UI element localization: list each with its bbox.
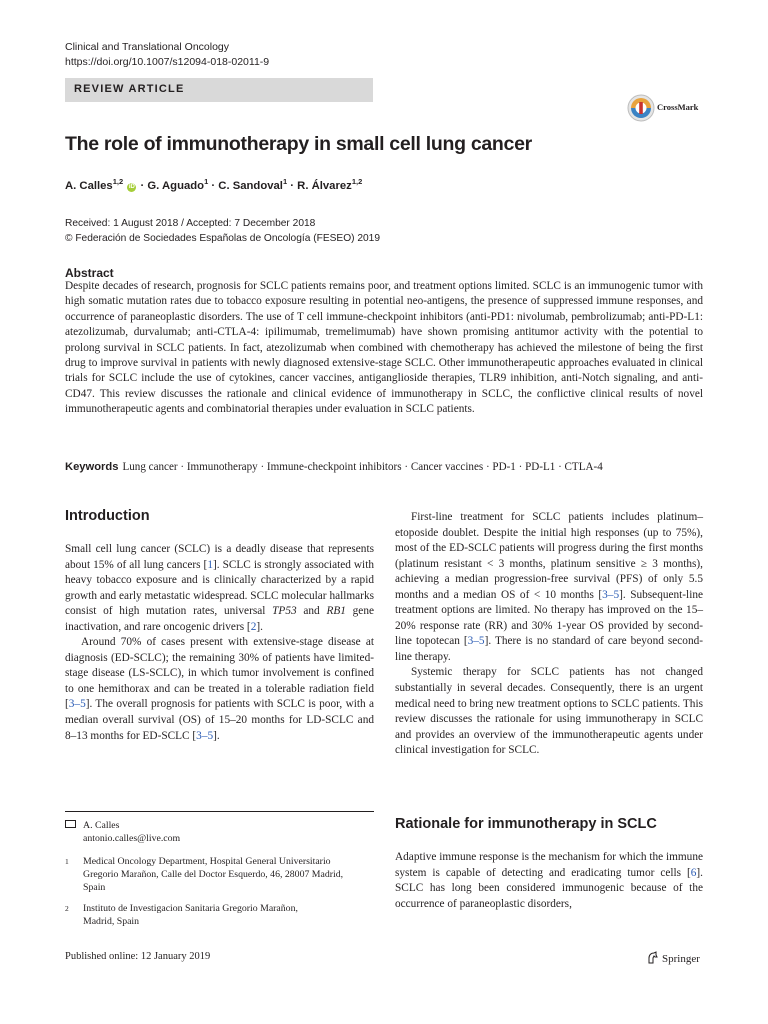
published-date: Published online: 12 January 2019 xyxy=(65,951,211,962)
footnote-divider xyxy=(65,811,374,812)
rationale-heading: Rationale for immunotherapy in SCLC xyxy=(395,816,657,832)
left-column-body xyxy=(65,542,374,744)
affiliation-text: Instituto de Investigacion Sanitaria Gregorio Marañon, Madrid, Spain xyxy=(83,903,298,928)
envelope-icon xyxy=(65,820,76,828)
doi-link[interactable]: https://doi.org/10.1007/s12094-018-02011-9 xyxy=(65,56,270,68)
intro-paragraph: Small cell lung cancer (SCLC) is a deadly disease that represents about 15% of all lung cancers [1]. SCLC is strongly associated with heavy tobacco exposure and is clinically characterized by a rapid growth and early metastatic widespread. SCLC molecular hallmarks consist of high mutation rates, universal TP53 and RB1 gene inactivation, and rare oncogenic drivers [2]. xyxy=(65,543,374,633)
correspondence-email[interactable]: antonio.calles@live.com xyxy=(83,833,181,845)
citation-link[interactable]: 3–5 xyxy=(68,698,86,711)
crossmark-badge[interactable] xyxy=(627,93,727,123)
gene-name: RB1 xyxy=(326,605,346,618)
publisher-mark xyxy=(646,951,700,965)
crossmark-icon xyxy=(627,94,655,122)
rationale-paragraph: Adaptive immune response is the mechanism for which the immune system is capable of detecting and eradicating tumor cells [6]. SCLC has long been considered immunogenic because of the occurrence of paraneoplastic disorders, xyxy=(395,851,703,910)
article-dates xyxy=(65,217,380,246)
affiliation-footnote xyxy=(65,855,374,895)
abstract-heading: Abstract xyxy=(65,266,114,280)
author-affiliation: 1 xyxy=(282,177,288,186)
publisher-name: Springer xyxy=(662,953,700,965)
author-name[interactable]: R. Álvarez xyxy=(297,179,352,192)
intro-paragraph: Systemic therapy for SCLC patients has not changed substantially in several decades. Consequently, there is an urgent medical need to bring new treatment options to SCLC patients. This review discusses the rationale for using immunotherapy in SCLC and provides an overview of the immunotherapeutic agents under clinical investigation for SCLC. xyxy=(395,666,703,757)
citation-link[interactable]: 3–5 xyxy=(196,729,214,742)
author-affiliation: 1,2 xyxy=(351,177,363,186)
keywords-list: Lung cancer · Immunotherapy · Immune-checkpoint inhibitors · Cancer vaccines · PD-1 · PD-L1 · CTLA-4 xyxy=(122,461,603,473)
citation-link[interactable]: 1 xyxy=(207,558,213,571)
keywords xyxy=(65,461,603,473)
author-name[interactable]: A. Calles xyxy=(65,179,113,192)
affiliation-footnote xyxy=(65,902,374,928)
crossmark-label: CrossMark xyxy=(657,102,699,112)
orcid-icon[interactable]: iD xyxy=(128,183,135,190)
article-title: The role of immunotherapy in small cell lung cancer xyxy=(65,133,532,155)
abstract-text: Despite decades of research, prognosis for SCLC patients remains poor, and treatment options limited. SCLC is an immunogenic tumor with high somatic mutation rates due to tobacco exposure resulting in potential neo-antigens, the presence of suppressed immune responses, and occurrence of paraneoplastic disorders. The use of T cell immune-checkpoint inhibitors (anti-PD1: nivolumab, pembrolizumab; anti-PD-L1: atezolizumab, durvalumab; anti-CTLA-4: ipilimumab, tremelimumab) have shown promising antitumor activity with the potential to prolong survival in SCLC patients. In fact, atezolizumab when combined with chemotherapy has achieved the milestone of being the first drug to improve survival in patients with newly diagnosed extensive-stage SCLC. Other immunotherapeutic approaches evaluated in clinical trials for SCLC include the use of cytokines, cancer vaccines, antiganglioside therapies, TLR9 inhibition, anti-Notch signaling, and anti-CD47. This review discusses the rationale and clinical evidence of immunotherapy in SCLC, the conflictive clinical results of novel immunotherapeutic agents and combinatorial therapies under evaluation in SCLC patients. xyxy=(65,280,703,416)
intro-paragraph: First-line treatment for SCLC patients includes platinum–etoposide doublet. Despite the initial high responses (up to 75%), most of the ED-SCLC patients will progress during the first months (platinum resistant < 3 months, platinum sensitive ≥ 3 months), achieving a median progression-free survival (PFS) of only 5.5 months and a median OS of < 10 months [3–5]. Subsequent-line treatment options are limited. No therapy has improved on the 15–20% response rate (RR) and 30% 1-year OS provided by second-line topotecan [3–5]. There is no standard of care beyond second-line therapy. xyxy=(395,511,703,663)
springer-horse-icon xyxy=(646,951,659,964)
affiliation-number: 1 xyxy=(65,857,69,866)
citation-link[interactable]: 2 xyxy=(250,620,257,633)
author-name[interactable]: C. Sandoval xyxy=(218,179,283,192)
introduction-heading: Introduction xyxy=(65,508,150,524)
copyright-line: © Federación de Sociedades Españolas de Oncología (FESEO) 2019 xyxy=(65,232,381,244)
article-type-banner xyxy=(65,78,373,102)
intro-paragraph: Around 70% of cases present with extensive-stage disease at diagnosis (ED-SCLC); the remaining 30% of patients have limited-stage disease (LS-SCLC), in which tumor involvement is confined to one hemithorax and can be treated in a tolerable radiation field [3–5]. The overall prognosis for patients with SCLC is poor, with a median overall survival (OS) of 15–20 months for LD-SCLC and 8–13 months for ED-SCLC [3–5]. xyxy=(65,636,374,742)
article-type-label: REVIEW ARTICLE xyxy=(74,83,185,95)
citation-link[interactable]: 3–5 xyxy=(467,635,485,648)
correspondence-name: A. Calles xyxy=(83,820,120,831)
author-name[interactable]: G. Aguado xyxy=(147,179,205,192)
citation-link[interactable]: 3–5 xyxy=(602,588,620,601)
gene-name: TP53 xyxy=(272,605,297,618)
citation-link[interactable]: 6 xyxy=(690,866,697,879)
affiliation-text: Medical Oncology Department, Hospital General Universitario Gregorio Marañon, Calle del Doctor Esquerdo, 46, 28007 Madrid, Spain xyxy=(83,856,344,894)
keywords-label: Keywords xyxy=(65,461,119,473)
rationale-body xyxy=(395,850,703,912)
journal-name: Clinical and Translational Oncology xyxy=(65,41,230,53)
received-accepted: Received: 1 August 2018 / Accepted: 7 December 2018 xyxy=(65,218,316,229)
author-affiliation: 1,2 xyxy=(112,177,124,186)
author-affiliation: 1 xyxy=(204,177,209,186)
right-column-body xyxy=(395,510,703,759)
correspondence-footnote xyxy=(65,819,374,845)
author-list: A. Calles$^{1,2}$ iD · G. Aguado$^1$ · C. Sandoval$^1$ · R. Álvarez$^{1,2}$ xyxy=(65,177,363,192)
affiliation-number: 2 xyxy=(65,904,69,913)
